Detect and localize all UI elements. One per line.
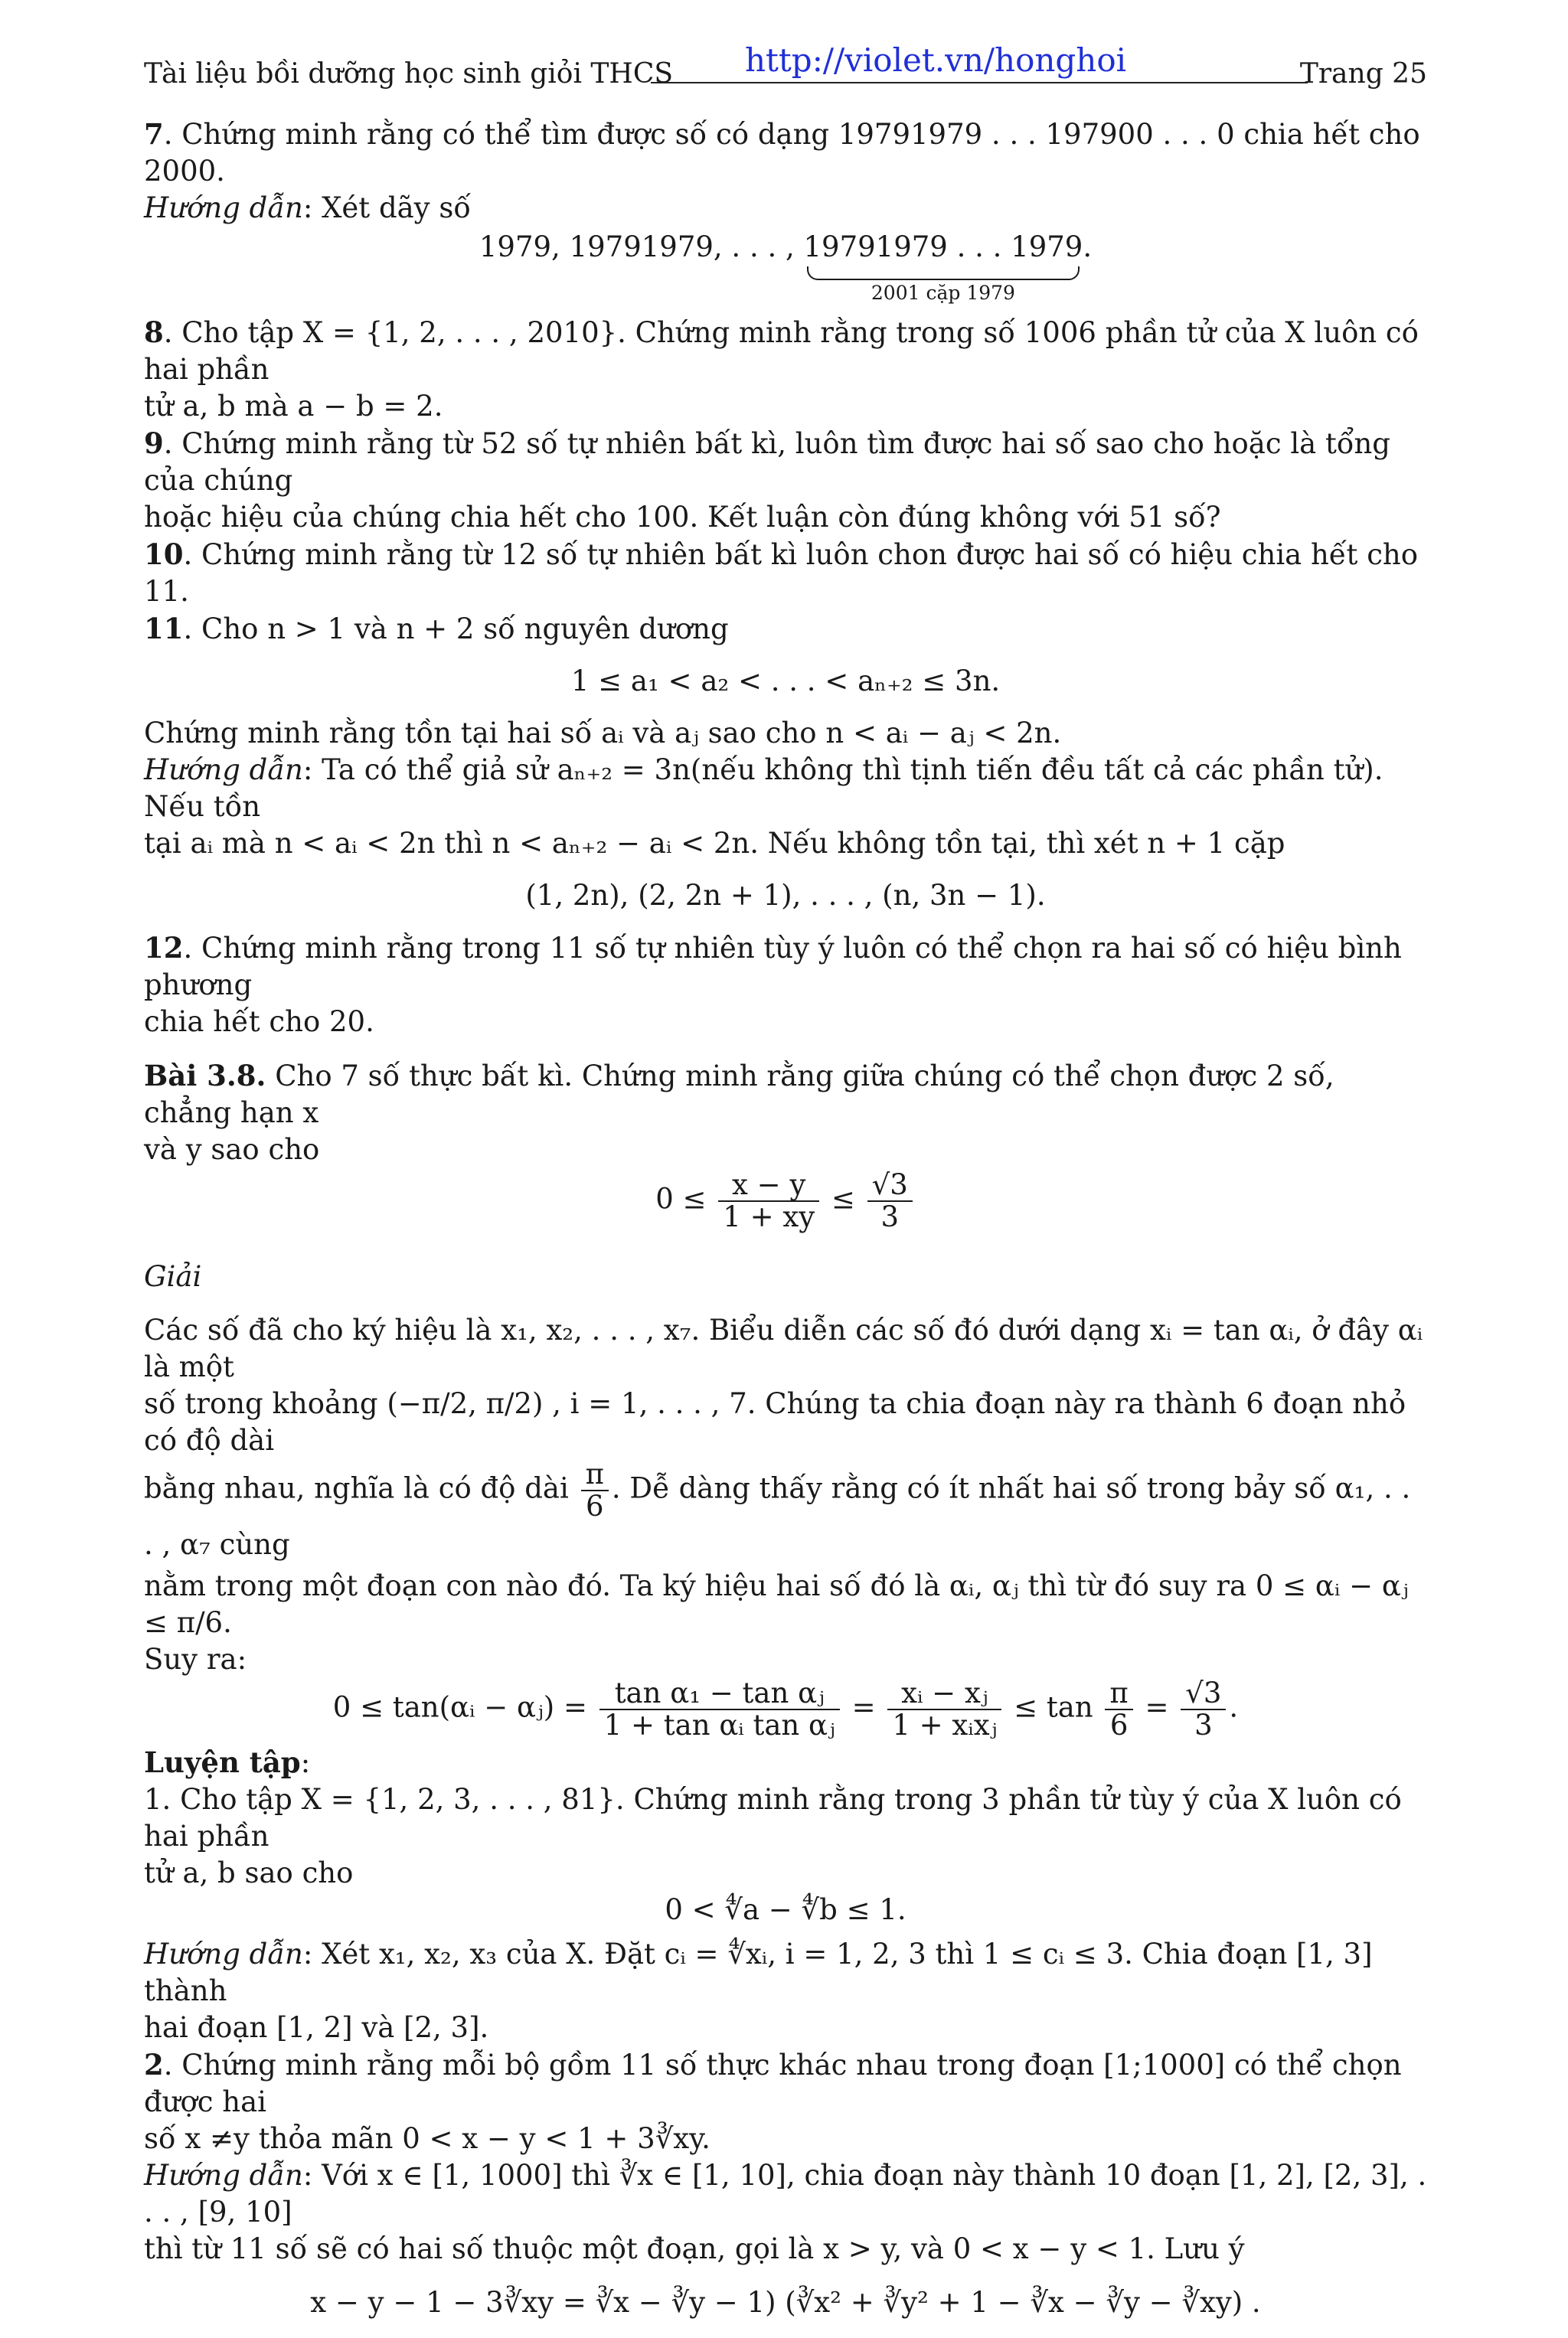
fraction: $\frac{x - y}{1 + xy}$ — [718, 1170, 819, 1233]
problem-11-equation-pairs: (1, 2n), (2, 2n + 1), . . . , (n, 3n − 1). — [525, 879, 1046, 912]
hint-label: Hướng dẫn — [144, 2159, 303, 2192]
problem-9: 9. Chứng minh rằng từ 52 số tự nhiên bất kì, luôn tìm được hai số sao cho hoặc là tổng của chúng hoặc hiệu của chúng chia hết cho 100. Kết luận còn đúng không với 51 số? — [144, 426, 1390, 534]
header-page-number: Trang 25 — [1299, 58, 1427, 90]
solution-label: Giải — [144, 1260, 202, 1293]
problem-number: 2 — [144, 2048, 164, 2082]
document-page — [144, 42, 1427, 2338]
header-rule — [651, 82, 1308, 83]
underbrace-group: 19791979 . . . 1979 2001 cặp 1979 — [804, 230, 1083, 306]
fraction: $\frac{\pi}{6}$ — [581, 1459, 609, 1522]
header-url-link[interactable]: http://violet.vn/honghoi — [745, 41, 1127, 79]
fraction: $\frac{√3}{3}$ — [1181, 1678, 1226, 1741]
exercise-label: Bài 3.8. — [144, 1059, 266, 1092]
page-header — [144, 42, 1427, 90]
hint-label: Hướng dẫn — [144, 191, 303, 224]
problem-number: 11 — [144, 612, 184, 645]
problem-11-equation: 1 ≤ a₁ < a₂ < . . . < aₙ₊₂ ≤ 3n. — [570, 665, 1001, 697]
hint-label: Hướng dẫn — [144, 1938, 303, 1971]
fraction: $\frac{√3}{3}$ — [867, 1170, 913, 1233]
exercise-3-8-inequality: 0 ≤ $\frac{x - y}{1 + xy}$ ≤ $\frac{√3}{3}$ — [144, 1170, 1427, 1233]
practice-title: Luyện tập — [144, 1745, 301, 1779]
practice-section: Luyện tập: 1. Cho tập X = {1, 2, 3, . . . , 81}. Chứng minh rằng trong 3 phần tử tùy ý của X luôn có hai phần tử a, b sao cho 0 < ∜a − ∜b ≤ 1. Hướng dẫn: Xét x₁, x₂, x₃ của X. Đặt cᵢ = ∜xᵢ, i = 1, 2, 3 thì 1 ≤ cᵢ ≤ 3. Chia đoạn [1, 3] thành hai đoạn [1, 2] và [2, 3]. 2. Chứng minh rằng mỗi bộ gồm 11 số thực khác nhau trong đoạn [1;1000] có thể chọn được hai số x ≠y thỏa mãn 0 < x − y < 1 + 3∛xy. Hướng dẫn: Với x ∈ [1, 1000] thì ∛x ∈ [1, 10], chia đoạn này thành 10 đoạn [1, 2], [2, 3], . . . , [9, 10] thì từ 11 số sẽ có hai số thuộc một đoạn, gọi là x > y, và 0 < x − y < 1. Lưu ý x − y − 1 − 3∛xy = ∛x − ∛y − 1) (∛x² + ∛y² + 1 − ∛x − ∛y − ∛xy) . — [144, 1744, 1427, 2321]
exercise-3-8: Bài 3.8. Cho 7 số thực bất kì. Chứng minh rằng giữa chúng có thể chọn được 2 số, chẳng hạn x và y sao cho 0 ≤ $\frac{x - y}{1 + xy}$ ≤ $\frac{√3}{3}$ — [144, 1057, 1427, 1233]
problem-10: 10. Chứng minh rằng từ 12 số tự nhiên bất kì luôn chon được hai số có hiệu chia hết cho 11. — [144, 537, 1419, 608]
fraction: $\frac{\pi}{6}$ — [1105, 1678, 1132, 1741]
problem-7-hint: Hướng dẫn: Xét dãy số — [144, 191, 471, 224]
underbrace — [807, 266, 1080, 280]
problem-number: 12 — [144, 931, 184, 965]
header-title: Tài liệu bồi dưỡng học sinh giỏi THCS — [144, 58, 674, 90]
problem-number: 7 — [144, 117, 164, 151]
fraction: $\frac{\text{xᵢ − xⱼ}}{\text{1 + xᵢxⱼ}}$ — [887, 1678, 1001, 1741]
problem-7-equation: 1979, 19791979, . . . , 19791979 . . . 1979 2001 cặp 1979 . — [144, 230, 1427, 306]
underbrace-label: 2001 cặp 1979 — [871, 282, 1015, 304]
problem-7 — [144, 116, 1427, 306]
problem-number: 8 — [144, 315, 164, 349]
problem-7-statement: 7. Chứng minh rằng có thể tìm được số có dạng 19791979 . . . 197900 . . . 0 chia hết cho 2000. — [144, 117, 1420, 188]
problem-8: 8. Cho tập X = {1, 2, . . . , 2010}. Chứng minh rằng trong số 1006 phần tử của X luôn có hai phần tử a, b mà a − b = 2. — [144, 315, 1419, 423]
practice-1-equation: 0 < ∜a − ∜b ≤ 1. — [665, 1893, 906, 1926]
hint-label: Hướng dẫn — [144, 753, 303, 786]
problem-number: 10 — [144, 537, 184, 571]
fraction: $\frac{\text{tan α₁ − tan αⱼ}}{\text{1 + tan αᵢ tan αⱼ}}$ — [599, 1678, 840, 1741]
problem-number: 9 — [144, 426, 164, 460]
practice-2-equation: x − y − 1 − 3∛xy = ∛x − ∛y − 1) (∛x² + ∛y² + 1 − ∛x − ∛y − ∛xy) . — [310, 2286, 1261, 2319]
problem-11: 11. Cho n > 1 và n + 2 số nguyên dương 1 ≤ a₁ < a₂ < . . . < aₙ₊₂ ≤ 3n. Chứng minh rằng tồn tại hai số aᵢ và aⱼ sao cho n < aᵢ − aⱼ < 2n. Hướng dẫn: Ta có thể giả sử aₙ₊₂ = 3n(nếu không thì tịnh tiến đều tất cả các phần tử). Nếu tồn tại aᵢ mà n < aᵢ < 2n thì n < aₙ₊₂ − aᵢ < 2n. Nếu không tồn tại, thì xét n + 1 cặp (1, 2n), (2, 2n + 1), . . . , (n, 3n − 1). — [144, 610, 1427, 914]
solution-equation: 0 ≤ tan(αᵢ − αⱼ) = $\frac{\text{tan α₁ − tan αⱼ}}{\text{1 + tan αᵢ tan αⱼ}}$ = $\frac{\text{xᵢ − xⱼ}}{\text{1 + xᵢxⱼ}}$ ≤ tan $\frac{\pi}{6}$ = $\frac{√3}{3}$ . — [332, 1677, 1239, 1742]
solution: Giải Các số đã cho ký hiệu là x₁, x₂, . . . , x₇. Biểu diễn các số đó dưới dạng xᵢ = tan αᵢ, ở đây αᵢ là một số trong khoảng (−π/2, π/2) , i = 1, . . . , 7. Chúng ta chia đoạn này ra thành 6 đoạn nhỏ có độ dài bằng nhau, nghĩa là có độ dài $\frac{\pi}{6}$ . Dễ dàng thấy rằng có ít nhất hai số trong bảy số α₁, . . . , α₇ cùng nằm trong một đoạn con nào đó. Ta ký hiệu hai số đó là αᵢ, αⱼ thì từ đó suy ra 0 ≤ αᵢ − αⱼ ≤ π/6. Suy ra: 0 ≤ tan(αᵢ − αⱼ) = $\frac{\text{tan α₁ − tan αⱼ}}{\text{1 + tan αᵢ tan αⱼ}}$ = $\frac{\text{xᵢ − xⱼ}}{\text{1 + xᵢxⱼ}}$ ≤ tan $\frac{\pi}{6}$ = $\frac{√3}{3}$ . — [144, 1259, 1427, 1741]
problem-12: 12. Chứng minh rằng trong 11 số tự nhiên tùy ý luôn có thể chọn ra hai số có hiệu bình phương chia hết cho 20. — [144, 931, 1402, 1038]
